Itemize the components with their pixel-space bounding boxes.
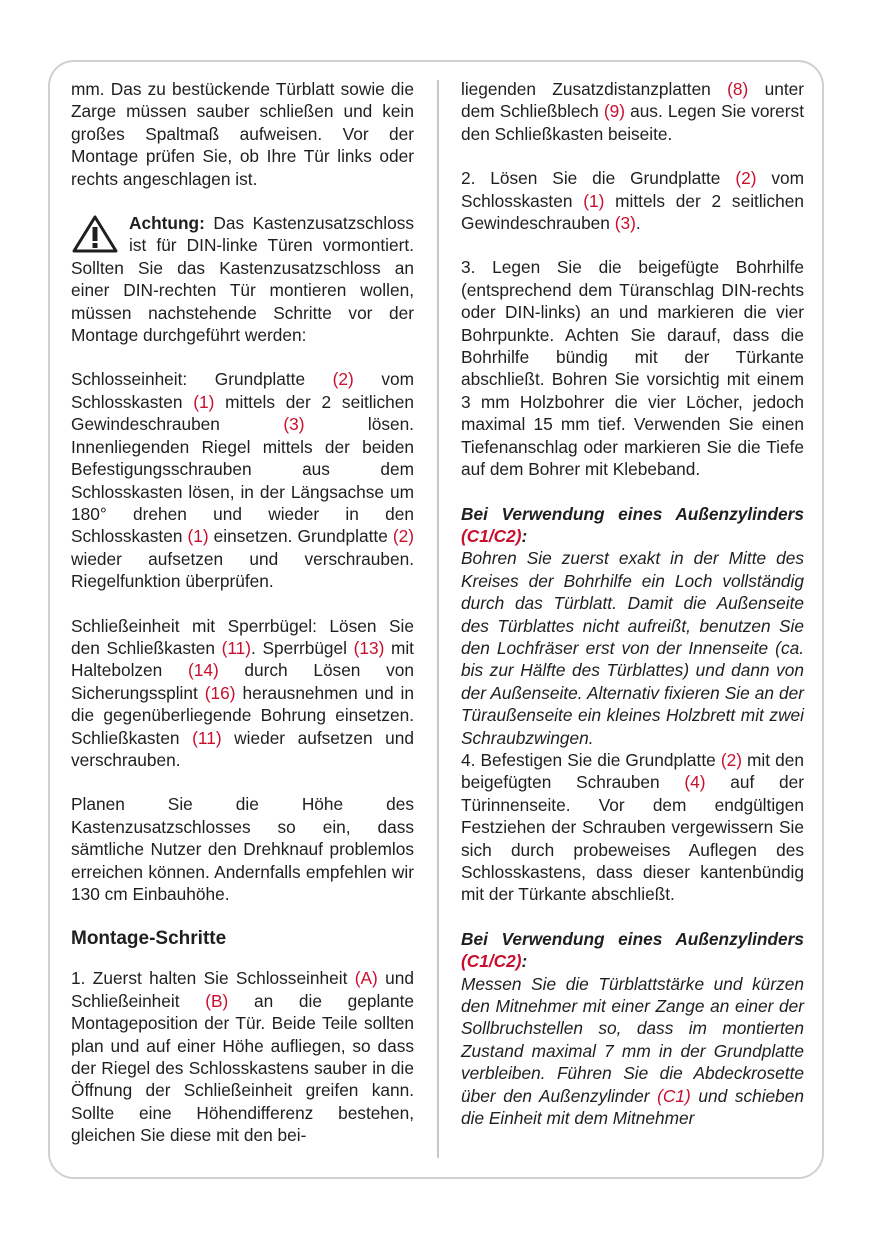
right-column bbox=[461, 78, 804, 1129]
warning-box bbox=[71, 212, 414, 346]
step-2-paragraph: 2. Lösen Sie die Grundplatte (2) vom Schlosskasten (1) mittels der 2 seitlichen Gewindeschrauben (3). bbox=[461, 168, 804, 234]
cylinder-heading-1: Bei Verwendung eines Außenzylinders (C1/C2): bbox=[461, 503, 804, 546]
strike-unit-paragraph: Schließeinheit mit Sperrbügel: Lösen Sie den Schließkasten (11). Sperrbügel (13) mit Haltebolzen (14) durch Lösen von Sicherungssplint (16) herausnehmen und in die gegenüberliegende Bohrung einsetzen. Schließkasten (11) wieder aufsetzen und verschrauben. bbox=[71, 615, 414, 770]
cylinder-drilling-paragraph: Bohren Sie zuerst exakt in der Mitte des Kreises der Bohrhilfe ein Loch vollständig durch das Türblatt. Damit die Außenseite des Türblattes nicht aufreißt, benutzen Sie den Lochfräser erst von der Innenseite (ca. bis zur Hälfte des Türblattes) und dann von der Außenseite. Alternativ fixieren Sie an der Türaußenseite ein kleines Holzbrett mit zwei Schraubzwingen. bbox=[461, 548, 804, 748]
warning-text: Achtung: Das Kastenzusatzschloss ist für DIN-linke Türen vormontiert. Sollten Sie das Kastenzusatzschloss an einer DIN-rechten Tür montieren wollen, müssen nachstehende Schritte vor der Montage durchgeführt werden: bbox=[71, 213, 414, 346]
section-heading: Montage-Schritte bbox=[71, 928, 227, 950]
step-1-paragraph: 1. Zuerst halten Sie Schlosseinheit (A) und Schließeinheit (B) an die geplante Montageposition der Tür. Beide Teile sollten plan und auf einer Höhe aufliegen, so dass der Riegel des Schlosskastens sauber in die Öffnung der Schließeinheit greifen kann. Sollte eine Höhendifferenz bestehen, gleichen Sie diese mit den bei- bbox=[71, 968, 415, 1146]
warning-triangle-icon bbox=[71, 214, 119, 254]
intro-paragraph: mm. Das zu bestückende Türblatt sowie die Zarge müssen sauber schließen und kein großes Spaltmaß aufweisen. Vor der Montage prüfen Sie, ob Ihre Tür links oder rechts angeschlagen ist. bbox=[71, 79, 414, 189]
step-3-paragraph: 3. Legen Sie die beigefügte Bohrhilfe (entsprechend dem Türanschlag DIN-rechts oder DIN-links) an und markieren die vier Bohrpunkte. Achten Sie darauf, dass die Bohrhilfe bündig mit der Türkante abschließt. Bohren Sie vorsichtig mit einem 3 mm Holzbohrer die vier Löcher, jedoch maximal 15 mm tief. Verwenden Sie einen Tiefenanschlag oder markieren Sie die Tiefe auf dem Bohrer mit Klebeband. bbox=[461, 257, 804, 480]
left-column bbox=[71, 78, 414, 1169]
step-1-continued-paragraph: liegenden Zusatzdistanzplatten (8) unter dem Schließblech (9) aus. Legen Sie vorerst den Schließkasten beiseite. bbox=[461, 79, 804, 144]
cylinder-heading-2: Bei Verwendung eines Außenzylinders (C1/C2): bbox=[461, 928, 804, 972]
lock-unit-paragraph: Schlosseinheit: Grundplatte (2) vom Schlosskasten (1) mittels der 2 seitlichen Gewindeschrauben (3) lösen. Innenliegenden Riegel mittels der beiden Befestigungsschrauben aus dem Schlosskasten lösen, in der Längsachse um 180° drehen und wieder in den Schlosskasten (1) einsetzen. Grundplatte (2) wieder aufsetzen und verschrauben. Riegelfunktion überprüfen. bbox=[71, 369, 414, 592]
height-paragraph: Planen Sie die Höhe des Kastenzusatzschlosses so ein, dass sämtliche Nutzer den Drehknauf problemlos erreichen können. Andernfalls empfehlen wir 130 cm Einbauhöhe. bbox=[71, 794, 414, 904]
warning-label: Achtung: bbox=[129, 213, 205, 234]
cylinder-mounting-paragraph: Messen Sie die Türblattstärke und kürzen den Mitnehmer mit einer Zange an einer der Sollbruchstellen so, dass im montierten Zustand maximal 7 mm in der Grundplatte verbleiben. Führen Sie die Abdeckrosette über den Außenzylinder (C1) und schieben die Einheit mit dem Mitnehmer bbox=[461, 973, 804, 1129]
step-4-paragraph: 4. Befestigen Sie die Grundplatte (2) mit den beigefügten Schrauben (4) auf der Türinnenseite. Vor dem endgültigen Festziehen der Schrauben vergewissern Sie sich durch probeweises Auflegen des Schlosskastens, dass dieser kantenbündig mit der Türkante abschließt. bbox=[461, 749, 804, 905]
column-divider bbox=[437, 80, 439, 1158]
